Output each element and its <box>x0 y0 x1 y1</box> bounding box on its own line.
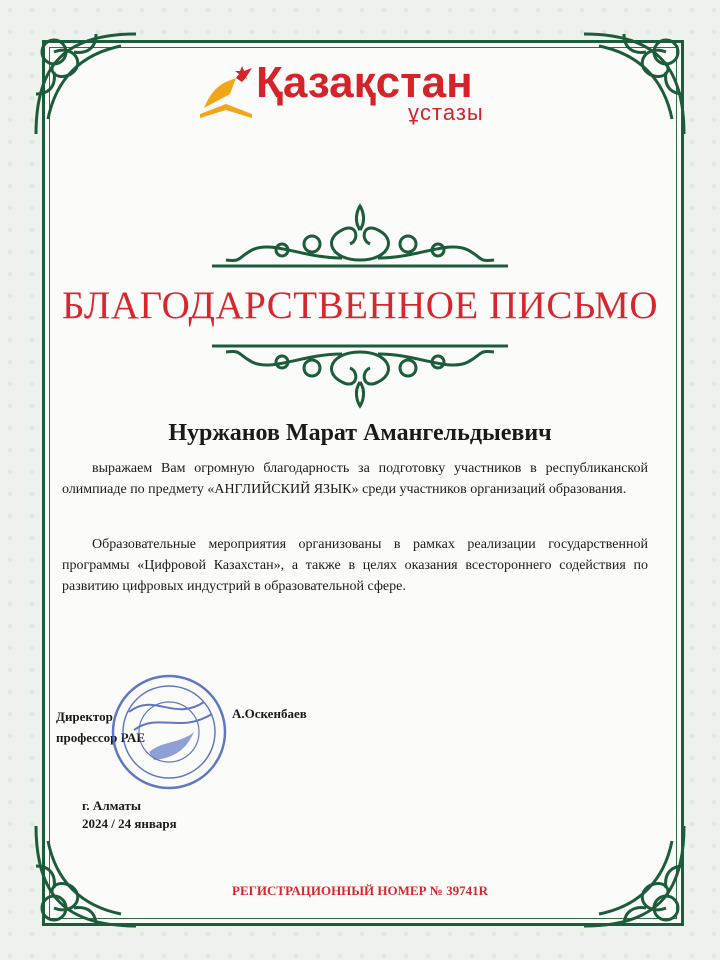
corner-ornament-icon <box>574 24 694 144</box>
logo-subtitle: ұстазы <box>408 100 484 125</box>
floral-ornament-icon <box>212 200 508 270</box>
signatory-title-line: профессор РАЕ <box>56 730 146 745</box>
round-seal-icon <box>104 672 234 792</box>
corner-ornament-icon <box>26 816 146 936</box>
corner-ornament-icon <box>574 816 694 936</box>
body-paragraph: выражаем Вам огромную благодарность за подготовку участников в республиканской олимпиаде по предмету «АНГЛИЙСКИЙ ЯЗЫК» среди участников организаций образования. <box>62 461 648 497</box>
corner-ornament-icon <box>26 24 146 144</box>
body-paragraph: Образовательные мероприятия организованы в рамках реализации государственной программы «Цифровой Казахстан», а также в целях оказания всестороннего содействия по развитию цифровых индустрий в образовательной сфере. <box>62 537 648 594</box>
registration-number: РЕГИСТРАЦИОННЫЙ НОМЕР № 39741R <box>232 883 488 898</box>
city: г. Алматы <box>82 798 142 813</box>
place-date <box>82 797 177 833</box>
book-star-icon <box>196 64 256 120</box>
logo <box>196 58 526 128</box>
signatory-title-line: Директор <box>56 709 113 724</box>
recipient-name: Нуржанов Марат Амангельдыевич <box>168 420 552 446</box>
logo-title: Қазақстан <box>256 58 473 107</box>
date: 2024 / 24 января <box>82 816 177 831</box>
signatory-name: А.Оскенбаев <box>232 706 307 721</box>
page-title: БЛАГОДАРСТВЕННОЕ ПИСЬМО <box>61 284 659 327</box>
floral-ornament-icon <box>212 342 508 412</box>
